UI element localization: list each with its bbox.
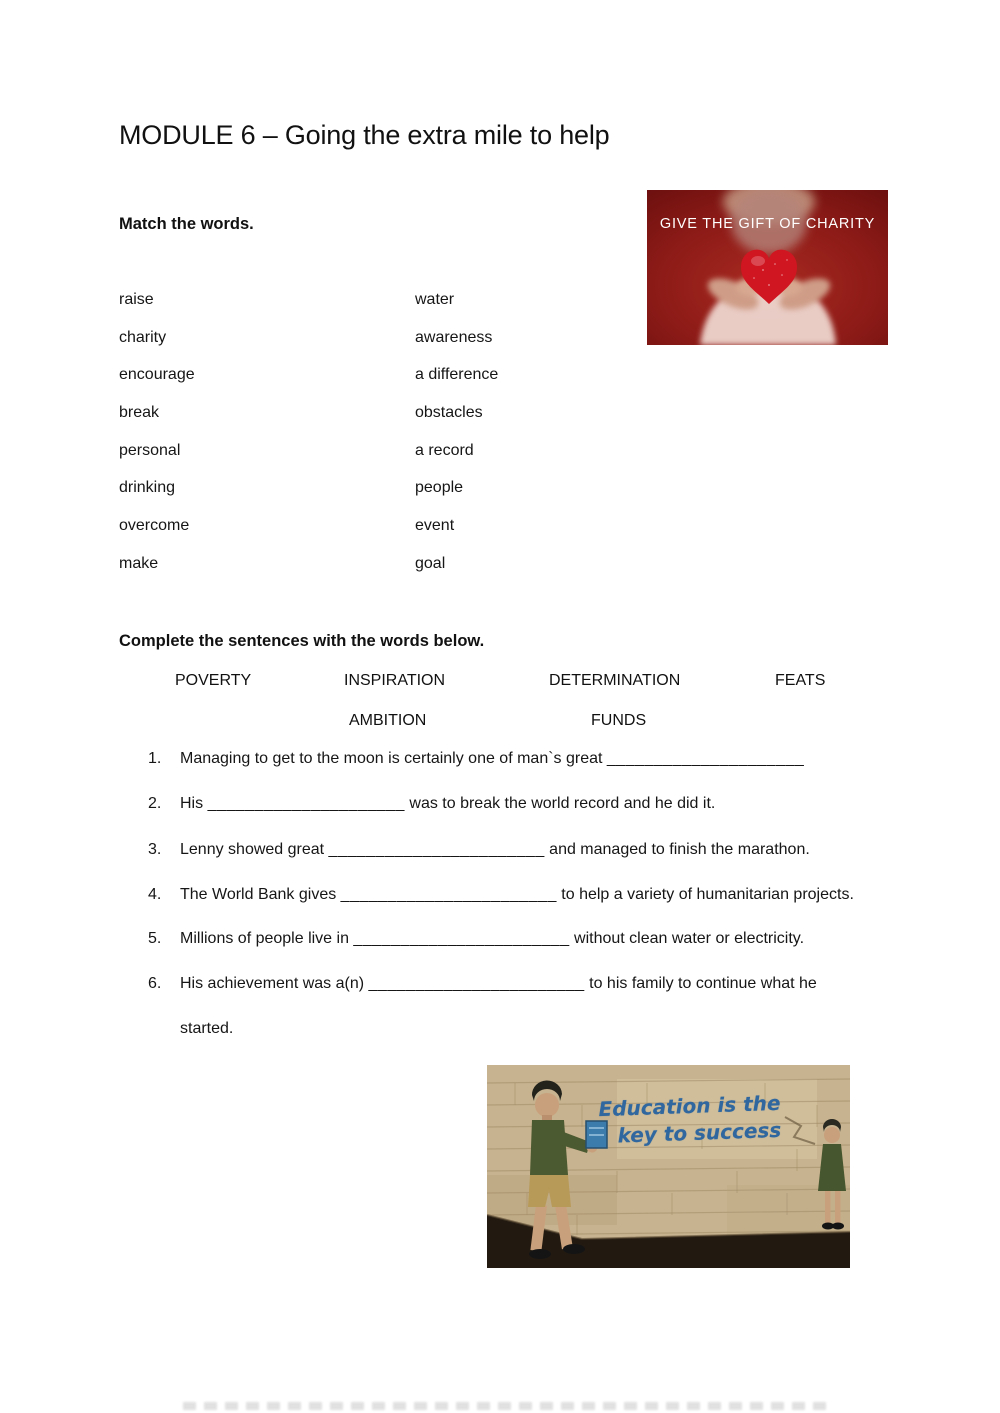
sentence-4-text: The World Bank gives: [180, 886, 341, 903]
sentence-6-answer-blank[interactable]: _______________________: [368, 975, 585, 992]
sentence-6-text: His achievement was a(n): [180, 975, 369, 992]
match-word-right-obstacles[interactable]: obstacles: [415, 403, 483, 421]
sentence-3-answer-blank[interactable]: _______________________: [328, 841, 545, 858]
sentence-3-text-after: and managed to finish the marathon.: [544, 841, 810, 858]
match-word-left-drinking[interactable]: drinking: [119, 479, 176, 497]
education-mural-image: [487, 1065, 850, 1268]
match-word-left-encourage[interactable]: encourage: [119, 366, 195, 384]
page-title: MODULE 6 – Going the extra mile to help: [119, 120, 610, 150]
match-word-right-awareness[interactable]: awareness: [415, 328, 493, 346]
sentence-1-answer-blank[interactable]: _____________________: [606, 750, 805, 767]
word-bank-funds: FUNDS: [591, 712, 647, 729]
sentence-4-number: 4.: [148, 886, 162, 903]
education-mural-caption-line2: key to success: [617, 1117, 782, 1148]
education-mural-caption-line1: Education is the: [598, 1090, 781, 1122]
sentence-2-text-after: was to break the world record and he did it.: [404, 795, 716, 812]
match-word-left-raise[interactable]: raise: [119, 290, 154, 308]
sentence-6-number: 6.: [148, 975, 162, 992]
sentence-1-text: Managing to get to the moon is certainly one of man`s great: [180, 750, 607, 767]
match-word-right-a-record[interactable]: a record: [415, 441, 474, 459]
match-word-left-break[interactable]: break: [119, 403, 160, 421]
charity-image: [647, 190, 888, 345]
match-words-left-column: [119, 281, 195, 583]
sentence-2-answer-blank[interactable]: _____________________: [207, 795, 405, 812]
match-section-heading: Match the words.: [119, 215, 254, 233]
word-bank-determination: DETERMINATION: [549, 672, 681, 689]
match-word-right-a-difference[interactable]: a difference: [415, 366, 499, 384]
charity-photo-art: [647, 190, 888, 345]
match-word-right-water[interactable]: water: [415, 290, 455, 308]
sentence-5-number: 5.: [148, 930, 162, 947]
word-bank-inspiration: INSPIRATION: [344, 672, 446, 689]
complete-section-heading: Complete the sentences with the words below.: [119, 632, 485, 650]
sentence-3-text: Lenny showed great: [180, 841, 329, 858]
word-bank-poverty: POVERTY: [175, 672, 252, 689]
education-mural-caption: [574, 1089, 806, 1151]
charity-image-caption: GIVE THE GIFT OF CHARITY: [659, 216, 876, 232]
sentence-1-number: 1.: [148, 750, 162, 767]
sentence-4-answer-blank[interactable]: _______________________: [340, 886, 557, 903]
sentence-6: [148, 975, 817, 993]
sentence-2: [148, 795, 715, 813]
word-bank-ambition: AMBITION: [349, 712, 427, 729]
sentence-5-text-after: without clean water or electricity.: [569, 930, 805, 947]
sentence-5: [148, 930, 804, 948]
match-word-left-charity[interactable]: charity: [119, 328, 167, 346]
match-word-right-event[interactable]: event: [415, 516, 455, 534]
sentence-2-text: His: [180, 795, 208, 812]
match-word-right-people[interactable]: people: [415, 479, 464, 497]
sentence-6-text-after: to his family to continue what he: [584, 975, 817, 992]
sentence-2-number: 2.: [148, 795, 162, 812]
word-bank-feats: FEATS: [775, 672, 826, 689]
sentence-3: [148, 841, 810, 859]
sentence-1: [148, 750, 804, 768]
sentence-3-number: 3.: [148, 841, 162, 858]
match-word-left-personal[interactable]: personal: [119, 441, 181, 459]
sentence-6-continuation: started.: [180, 1020, 234, 1037]
match-word-right-goal[interactable]: goal: [415, 554, 446, 572]
sentence-4-text-after: to help a variety of humanitarian projects.: [556, 886, 854, 903]
sentence-5-answer-blank[interactable]: _______________________: [353, 930, 570, 947]
sentence-5-text: Millions of people live in: [180, 930, 354, 947]
match-word-left-overcome[interactable]: overcome: [119, 516, 190, 534]
match-words-right-column: [415, 281, 498, 583]
cropped-next-page-line: [183, 1402, 828, 1410]
sentence-4: [148, 886, 854, 904]
match-word-left-make[interactable]: make: [119, 554, 159, 572]
